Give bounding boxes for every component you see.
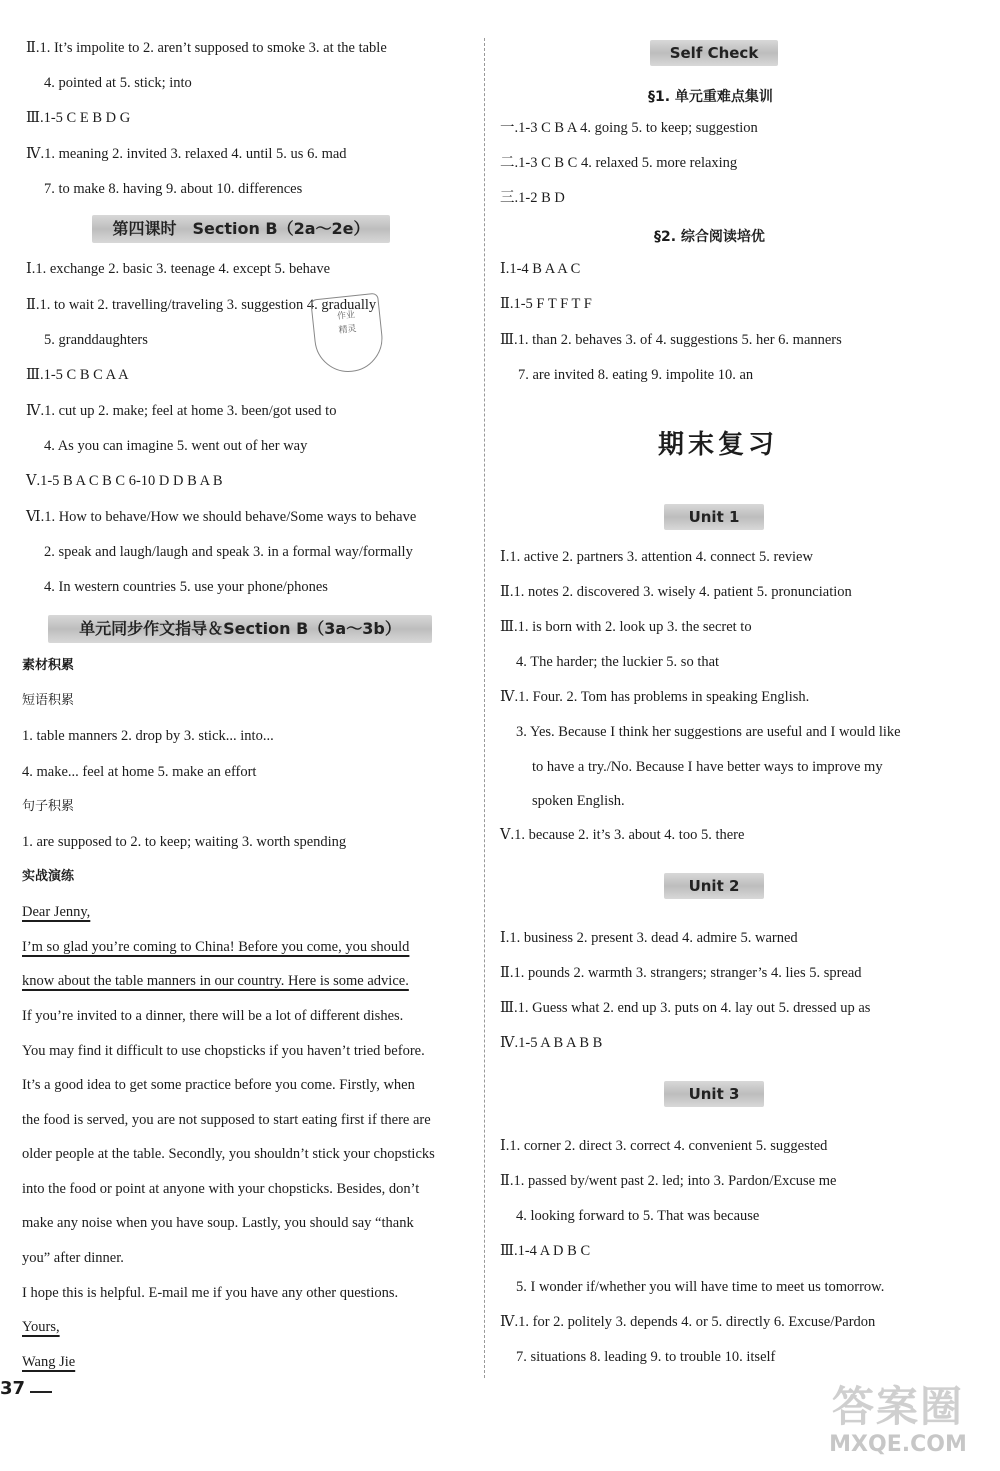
answer-line: 4. In western countries 5. use your phone/phones [44,579,328,595]
answer-line: 5. granddaughters [44,332,148,348]
answer-line: 一.1-3 C B A 4. going 5. to keep; suggestion [500,120,758,136]
answer-line: Ⅲ.1-5 C B C A A [26,367,129,383]
homework-sprite-stamp [310,293,386,376]
answer-line: 三.1-2 B D [500,190,565,206]
answer-line: 7. are invited 8. eating 9. impolite 10. an [518,367,754,383]
answer-line: Ⅰ.1. corner 2. direct 3. correct 4. convenient 5. suggested [500,1138,828,1154]
answer-line: Ⅳ.1-5 A B A B B [500,1035,603,1051]
answer-line: Ⅲ.1. than 2. behaves 3. of 4. suggestions 5. her 6. manners [500,332,842,348]
final-review-title: 期末复习 [658,430,779,460]
answer-line: Ⅱ.1. passed by/went past 2. led; into 3. Pardon/Excuse me [500,1173,837,1189]
answer-line: Ⅳ.1. for 2. politely 3. depends 4. or 5. directly 6. Excuse/Pardon [500,1314,876,1330]
answer-line: to have a try./No. Because I have better ways to improve my [532,759,883,775]
answer-line: 4. pointed at 5. stick; into [44,75,192,91]
subheading-sentences: 句子积累 [22,799,75,814]
essay-line: Yours, [22,1319,60,1335]
answer-line: 4. The harder; the luckier 5. so that [516,654,720,670]
answer-line: Ⅲ.1. is born with 2. look up 3. the secret to [500,619,752,635]
answer-line: Ⅱ.1. notes 2. discovered 3. wisely 4. patient 5. pronunciation [500,584,852,600]
answer-line: Ⅰ.1-4 B A A C [500,261,581,277]
answer-line: Ⅱ.1-5 F T F T F [500,296,592,312]
essay-line: make any noise when you have soup. Lastly, you should say “thank [22,1215,414,1231]
watermark-mark: 答案圈 [831,1382,964,1431]
answer-line: Ⅳ.1. cut up 2. make; feel at home 3. been/got used to [26,403,337,419]
essay-line: into the food or point at anyone with your chopsticks. Besides, don’t [22,1181,420,1197]
section-1-title: §1. 单元重难点集训 [648,89,773,105]
essay-line: I’m so glad you’re coming to China! Before you come, you should [22,939,410,955]
unit-3-heading: Unit 3 [664,1081,764,1107]
essay-line: Wang Jie [22,1354,76,1370]
subheading-phrases: 短语积累 [22,693,75,708]
answer-line: Ⅱ.1. to wait 2. travelling/traveling 3. suggestion 4. gradually [26,297,377,313]
essay-line: the food is served, you are not supposed to start eating first if there are [22,1112,431,1128]
answer-line: Ⅲ.1-4 A D B C [500,1243,591,1259]
answer-line: 1. are supposed to 2. to keep; waiting 3. worth spending [22,834,347,850]
answer-line: 3. Yes. Because I think her suggestions are useful and I would like [516,724,901,740]
watermark-logo [800,1382,996,1468]
answer-line: 1. table manners 2. drop by 3. stick... into... [22,728,274,744]
answer-line: Ⅰ.1. business 2. present 3. dead 4. admire 5. warned [500,930,798,946]
stamp-text: 作业 [336,310,356,323]
answer-line: 二.1-3 C B C 4. relaxed 5. more relaxing [500,155,738,171]
answer-line: 4. looking forward to 5. That was because [516,1208,760,1224]
answer-line: Ⅵ.1. How to behave/How we should behave/Some ways to behave [26,509,417,525]
subheading-material: 素材积累 [22,658,75,673]
essay-line: I hope this is helpful. E-mail me if you have any other questions. [22,1285,399,1301]
essay-line: If you’re invited to a dinner, there will be a lot of different dishes. [22,1008,404,1024]
column-divider [484,38,485,1378]
self-check-heading: Self Check [650,40,778,66]
essay-line: You may find it difficult to use chopsticks if you haven’t tried before. [22,1043,425,1059]
answer-line: Ⅱ.1. pounds 2. warmth 3. strangers; stranger’s 4. lies 5. spread [500,965,862,981]
essay-line: older people at the table. Secondly, you shouldn’t stick your chopsticks [22,1146,435,1162]
answer-line: Ⅴ.1. because 2. it’s 3. about 4. too 5. there [500,827,745,843]
answer-line: Ⅱ.1. It’s impolite to 2. aren’t supposed to smoke 3. at the table [26,40,387,56]
subheading-practice: 实战演练 [22,869,75,884]
unit-2-heading: Unit 2 [664,873,764,899]
answer-line: Ⅳ.1. meaning 2. invited 3. relaxed 4. until 5. us 6. mad [26,146,347,162]
essay-line: you” after dinner. [22,1250,124,1266]
page-number-dash [30,1391,52,1393]
answer-line: Ⅴ.1-5 B A C B C 6-10 D D B A B [26,473,223,489]
answer-line: 5. I wonder if/whether you will have time to meet us tomorrow. [516,1279,885,1295]
answer-line: spoken English. [532,793,625,809]
section-2-title: §2. 综合阅读培优 [654,229,765,245]
answer-line: Ⅳ.1. Four. 2. Tom has problems in speaking English. [500,689,810,705]
section-b-2a-2e-heading: 第四课时 Section B（2a～2e） [92,215,390,243]
essay-line: know about the table manners in our country. Here is some advice. [22,973,409,989]
writing-guide-heading: 单元同步作文指导＆Section B（3a～3b） [48,615,432,643]
answer-line: Ⅲ.1. Guess what 2. end up 3. puts on 4. lay out 5. dressed up as [500,1000,871,1016]
watermark-url: MXQE.COM [829,1432,967,1457]
essay-line: Dear Jenny, [22,904,91,920]
stamp-text: 精灵 [338,324,358,336]
answer-line: 4. make... feel at home 5. make an effort [22,764,257,780]
answer-line: Ⅰ.1. exchange 2. basic 3. teenage 4. except 5. behave [26,261,331,277]
answer-line: Ⅰ.1. active 2. partners 3. attention 4. connect 5. review [500,549,813,565]
answer-line: Ⅲ.1-5 C E B D G [26,110,131,126]
essay-line: It’s a good idea to get some practice before you come. Firstly, when [22,1077,415,1093]
answer-line: 7. to make 8. having 9. about 10. differences [44,181,303,197]
page-number: 37 [0,1378,26,1399]
unit-1-heading: Unit 1 [664,504,764,530]
answer-line: 7. situations 8. leading 9. to trouble 10. itself [516,1349,776,1365]
answer-line: 2. speak and laugh/laugh and speak 3. in a formal way/formally [44,544,413,560]
answer-line: 4. As you can imagine 5. went out of her way [44,438,308,454]
